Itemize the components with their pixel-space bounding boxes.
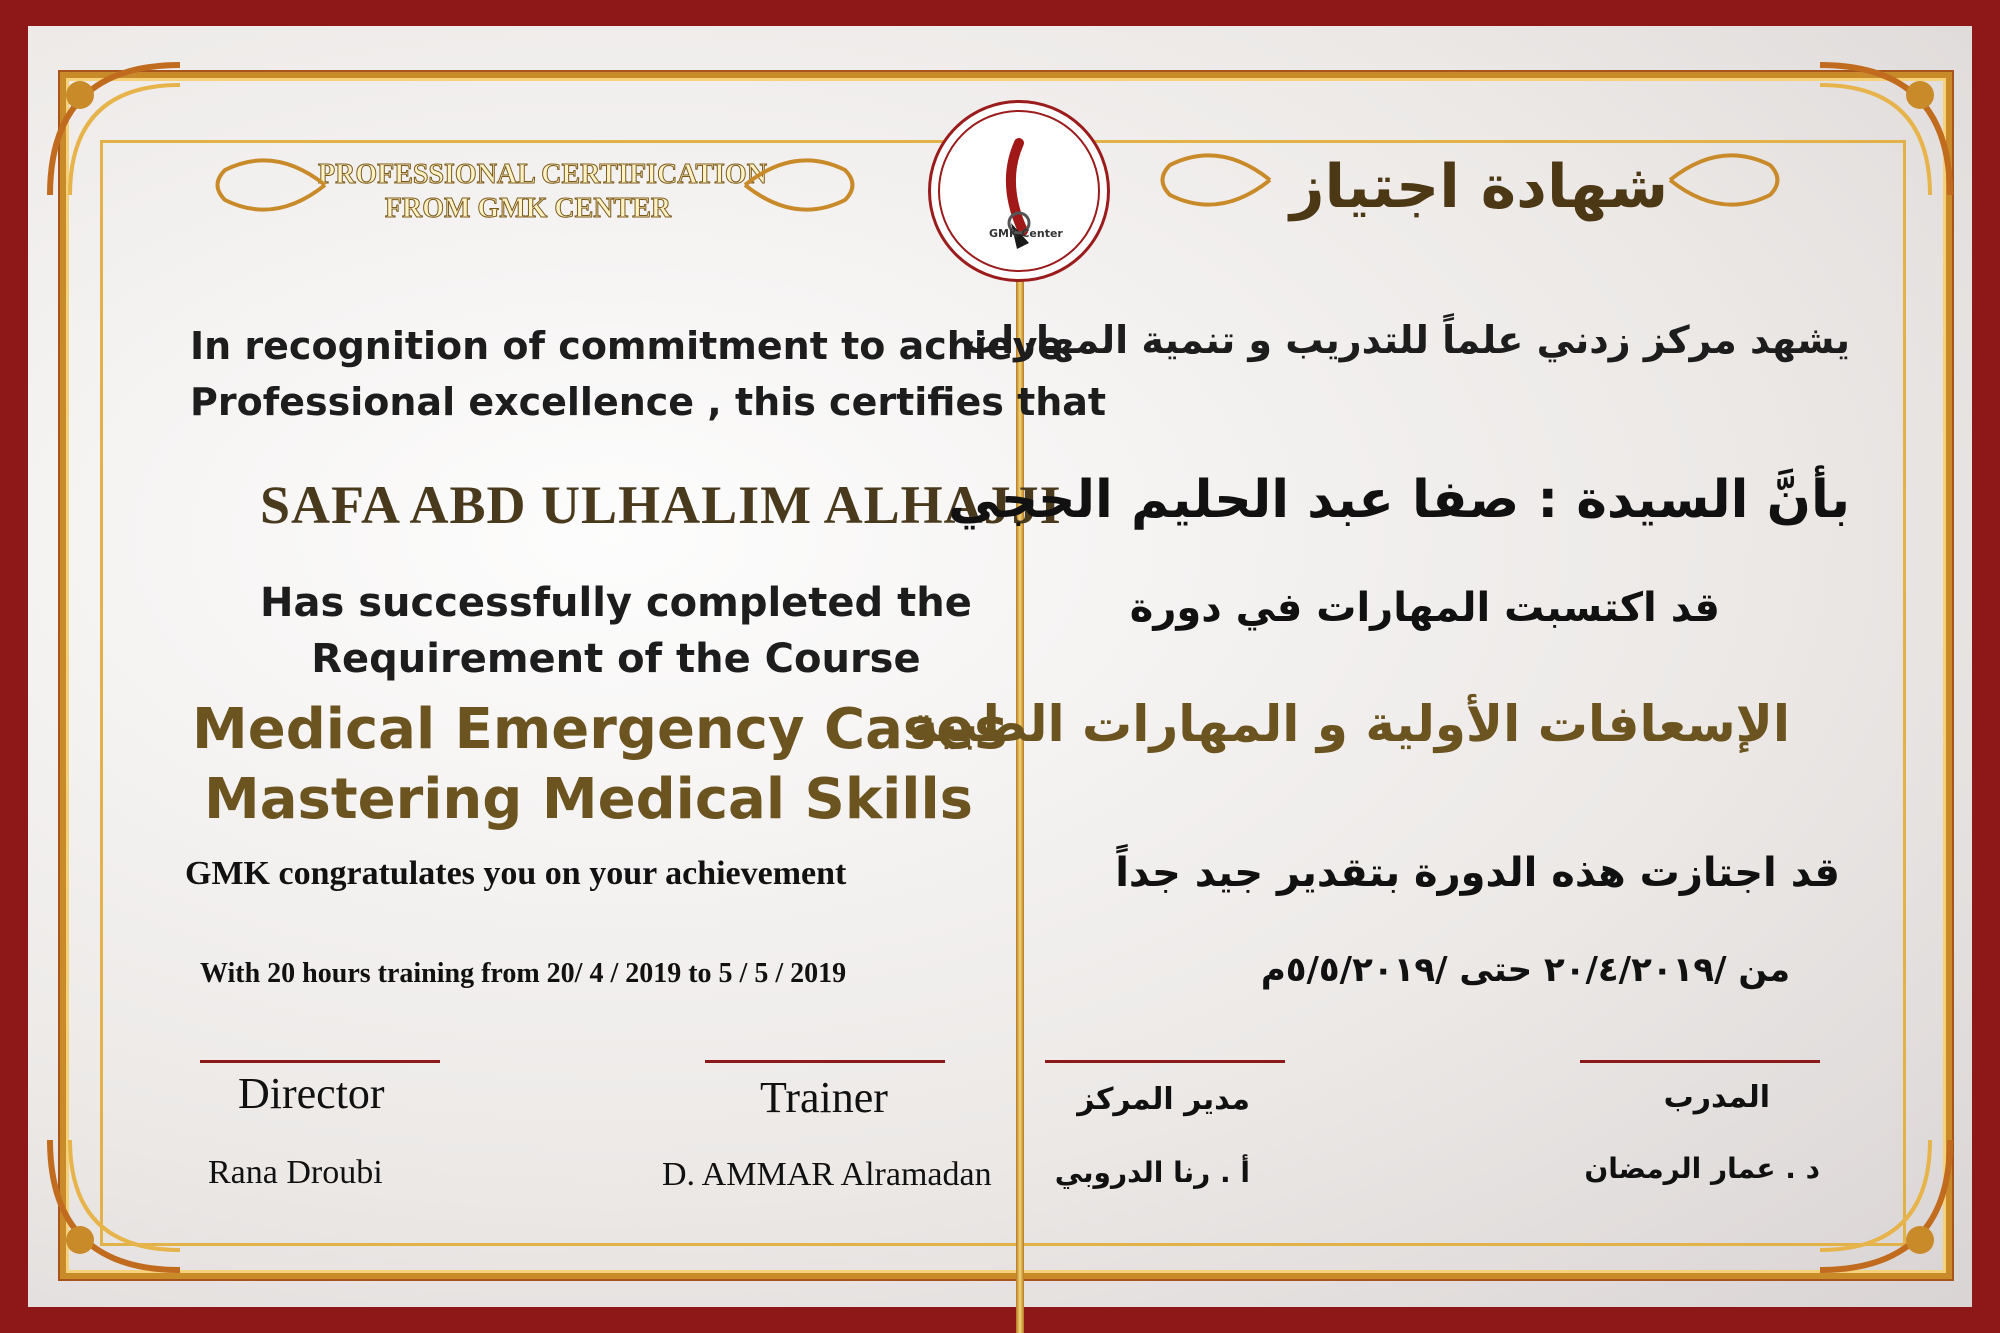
course-title-line-1: Medical Emergency Cases	[192, 697, 1008, 762]
corner-ornament-bottom-left	[40, 1130, 190, 1280]
arabic-trainer-title: المدرب	[1663, 1080, 1770, 1115]
course-title	[192, 695, 1008, 835]
course-title-line-2: Mastering Medical Skills	[204, 767, 974, 832]
certification-heading-line-2: FROM GMK CENTER	[384, 193, 672, 224]
arabic-intro: يشهد مركز زدني علماً للتدريب و تنمية المهارات	[962, 318, 1850, 362]
director-title: Director	[238, 1069, 385, 1118]
arabic-director-signature-line	[1045, 1060, 1285, 1063]
arabic-grade: قد اجتازت هذه الدورة بتقدير جيد جداً	[1115, 850, 1840, 896]
arabic-trainer-name: د . عمار الرمضان	[1584, 1152, 1820, 1185]
arabic-certificate-title: شهادة اجتياز	[1290, 152, 1669, 222]
completion-line-2: Requirement of the Course	[311, 636, 921, 682]
recipient-name: SAFA ABD ULHALIM ALHAJJI	[260, 475, 1062, 535]
corner-ornament-top-left	[40, 55, 190, 205]
seal-graphic	[931, 103, 1107, 279]
flourish-right-icon	[735, 140, 865, 230]
arabic-dates: من /٢٠/٤/٢٠١٩ حتى /٥/٥/٢٠١٩م	[1260, 950, 1790, 990]
director-signature-line	[200, 1060, 440, 1063]
corner-ornament-bottom-right	[1810, 1130, 1960, 1280]
arabic-director-title: مدير المركز	[1077, 1082, 1250, 1117]
corner-ornament-top-right	[1810, 55, 1960, 205]
trainer-title: Trainer	[760, 1073, 888, 1122]
arabic-recipient: بأنَّ السيدة : صفا عبد الحليم الحجي	[947, 470, 1850, 530]
completion-text	[260, 575, 972, 687]
training-hours-text: With 20 hours training from 20/ 4 / 2019 to 5 / 5 / 2019	[200, 958, 847, 989]
congratulations-text: GMK congratulates you on your achievement	[185, 855, 847, 892]
completion-line-1: Has successfully completed the	[260, 580, 972, 626]
certification-heading-line-1: PROFESSIONAL CERTIFICATION	[318, 159, 767, 190]
flourish-left-icon	[205, 140, 335, 230]
certification-heading	[318, 158, 767, 226]
arabic-course-title: الإسعافات الأولية و المهارات الطبية	[908, 695, 1790, 753]
recognition-line-1: In recognition of commitment to achieve	[190, 324, 1064, 368]
trainer-name: D. AMMAR Alramadan	[662, 1156, 992, 1193]
recognition-line-2: Professional excellence , this certifies that	[190, 380, 1107, 424]
director-name: Rana Droubi	[208, 1154, 383, 1191]
arabic-trainer-signature-line	[1580, 1060, 1820, 1063]
seal-center-text: GMK Center	[989, 227, 1063, 240]
flourish-ar-right-icon	[1660, 135, 1790, 225]
arabic-director-name: أ . رنا الدروبي	[1054, 1156, 1250, 1189]
trainer-signature-line	[705, 1060, 945, 1063]
flourish-ar-left-icon	[1150, 135, 1280, 225]
arabic-acquired: قد اكتسبت المهارات في دورة	[1129, 585, 1720, 631]
gmk-seal	[928, 100, 1110, 282]
